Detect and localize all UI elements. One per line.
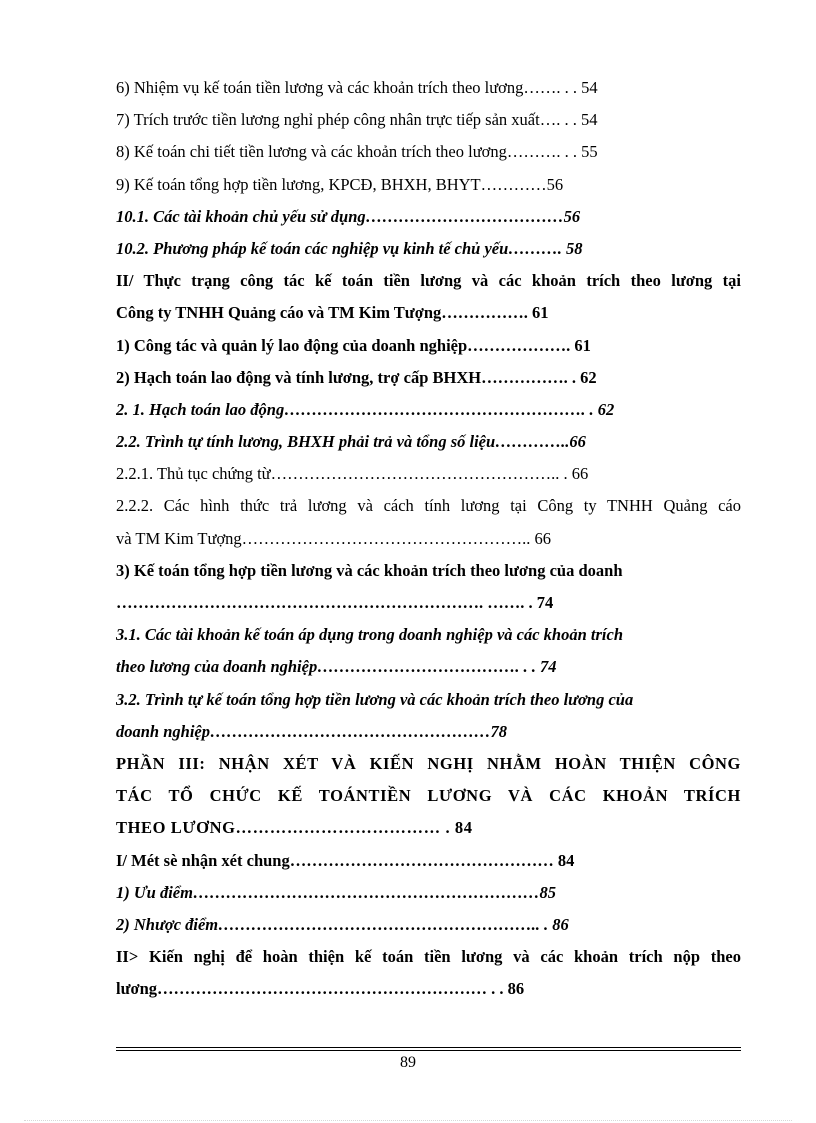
toc-line: 6) Nhiệm vụ kế toán tiền lương và các khoản trích theo lương……. . . 54 [116, 78, 598, 97]
toc-line: 10.2. Phương pháp kế toán các nghiệp vụ kinh tế chủ yếu………. 58 [116, 238, 583, 258]
toc-line: …………………………………………………………. ……. . 74 [116, 593, 554, 612]
table-of-contents [116, 72, 741, 1005]
toc-line: và TM Kim Tượng…………………………………………….. 66 [116, 528, 552, 548]
page-number: 89 [400, 1054, 416, 1071]
toc-line: theo lương của doanh nghiệp………………………………. . . 74 [116, 657, 557, 677]
toc-line: Công ty TNHH Quảng cáo và TM Kim Tượng……………. 61 [116, 303, 549, 323]
toc-line: 3) Kế toán tổng hợp tiền lương và các khoản trích theo lương của doanh [116, 560, 623, 580]
toc-line: 2) Hạch toán lao động và tính lương, trợ cấp BHXH……………. . 62 [116, 367, 597, 387]
toc-line: II/ Thực trạng công tác kế toán tiền lương và các khoản trích theo lương tại [116, 271, 741, 291]
toc-line: 10.1. Các tài khoản chủ yếu sử dụng………………………………56 [116, 206, 581, 226]
section-heading: THEO LƯƠNG……………………………… . 84 [116, 818, 473, 838]
toc-line: 7) Trích trước tiền lương nghỉ phép công nhân trực tiếp sản xuất…. . . 54 [116, 110, 598, 130]
toc-line: 1) Công tác và quản lý lao động của doanh nghiệp………………. 61 [116, 335, 591, 355]
toc-line: 9) Kế toán tổng hợp tiền lương, KPCĐ, BHXH, BHYT…………56 [116, 174, 564, 194]
toc-line: I/ Mét sè nhận xét chung………………………………………… 84 [116, 850, 575, 870]
toc-line: 2.2. Trình tự tính lương, BHXH phải trả và tổng số liệu…………..66 [116, 432, 586, 452]
section-heading: TÁC TỔ CHỨC KẾ TOÁNTIỀN LƯƠNG VÀ CÁC KHOẢN TRÍCH [116, 786, 741, 806]
toc-line: 1) Ưu điểm………………………………………………………85 [116, 882, 556, 902]
footer-divider [116, 1050, 741, 1051]
toc-line: II> Kiến nghị để hoàn thiện kế toán tiền lương và các khoản trích nộp theo [116, 947, 741, 967]
toc-line: 2. 1. Hạch toán lao động………………………………………………. . 62 [116, 399, 615, 419]
page-bottom-border [24, 1120, 792, 1121]
toc-line: lương…………………………………………………… . . 86 [116, 979, 525, 999]
toc-line: doanh nghiệp……………………………………………78 [116, 721, 507, 741]
toc-line: 3.2. Trình tự kế toán tổng hợp tiền lương và các khoản trích theo lương của [116, 689, 634, 709]
section-heading: PHẦN III: NHẬN XÉT VÀ KIẾN NGHỊ NHẰM HOÀN THIỆN CÔNG [116, 753, 741, 773]
toc-line: 8) Kế toán chi tiết tiền lương và các khoản trích theo lương………. . . 55 [116, 142, 598, 162]
toc-line: 2.2.1. Thủ tục chứng từ…………………………………………….. . 66 [116, 464, 589, 484]
footer-divider [116, 1047, 741, 1048]
toc-line: 2.2.2. Các hình thức trả lương và cách tính lương tại Công ty TNHH Quảng cáo [116, 496, 741, 516]
toc-line: 3.1. Các tài khoản kế toán áp dụng trong doanh nghiệp và các khoản trích [116, 625, 623, 645]
toc-line: 2) Nhược điểm………………………………………………….. . 86 [116, 914, 569, 934]
